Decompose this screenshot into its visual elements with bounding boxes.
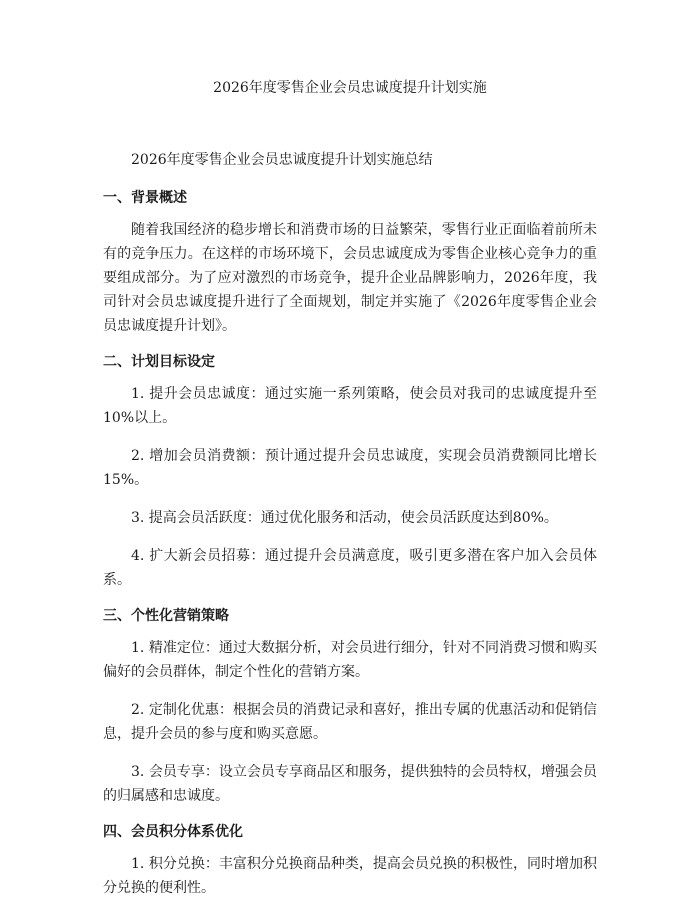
list-item: 4. 扩大新会员招募：通过提升会员满意度，吸引更多潜在客户加入会员体系。 [103, 548, 597, 588]
section-heading: 一、背景概述 [103, 190, 187, 206]
list-item: 1. 提升会员忠诚度：通过实施一系列策略，使会员对我司的忠诚度提升至10%以上。 [103, 386, 597, 426]
list-item: 3. 会员专享：设立会员专享商品区和服务，提供独特的会员特权，增强会员的归属感和忠诚度。 [103, 764, 597, 804]
section-personalized-marketing [103, 606, 597, 808]
list-item: 2. 增加会员消费额：预计通过提升会员忠诚度，实现会员消费额同比增长15%。 [103, 448, 597, 488]
list-item: 2. 定制化优惠：根据会员的消费记录和喜好，推出专属的优惠活动和促销信息，提升会员的参与度和购买意愿。 [103, 702, 597, 742]
list-item: 3. 提高会员活跃度：通过优化服务和活动，使会员活跃度达到80%。 [131, 510, 558, 526]
document-page [103, 78, 597, 914]
section-heading: 二、计划目标设定 [103, 354, 215, 370]
paragraph: 随着我国经济的稳步增长和消费市场的日益繁荣，零售行业正面临着前所未有的竞争压力。在这样的市场环境下，会员忠诚度成为零售企业核心竞争力的重要组成部分。为了应对激烈的市场竞争，提升企业品牌影响力，2026年度，我司针对会员忠诚度提升进行了全面规划，制定并实施了《2026年度零售企业会员忠诚度提升计划》。 [103, 222, 597, 334]
section-points-system [103, 822, 597, 900]
section-background [103, 188, 597, 338]
section-goals [103, 352, 597, 592]
document-subtitle: 2026年度零售企业会员忠诚度提升计划实施总结 [131, 152, 433, 168]
section-heading: 三、个性化营销策略 [103, 608, 229, 624]
document-title: 2026年度零售企业会员忠诚度提升计划实施 [213, 80, 487, 96]
list-item: 1. 精准定位：通过大数据分析，对会员进行细分，针对不同消费习惯和购买偏好的会员群体，制定个性化的营销方案。 [103, 640, 597, 680]
section-heading: 四、会员积分体系优化 [103, 824, 243, 840]
list-item: 1. 积分兑换：丰富积分兑换商品种类，提高会员兑换的积极性，同时增加积分兑换的便利性。 [103, 856, 597, 896]
